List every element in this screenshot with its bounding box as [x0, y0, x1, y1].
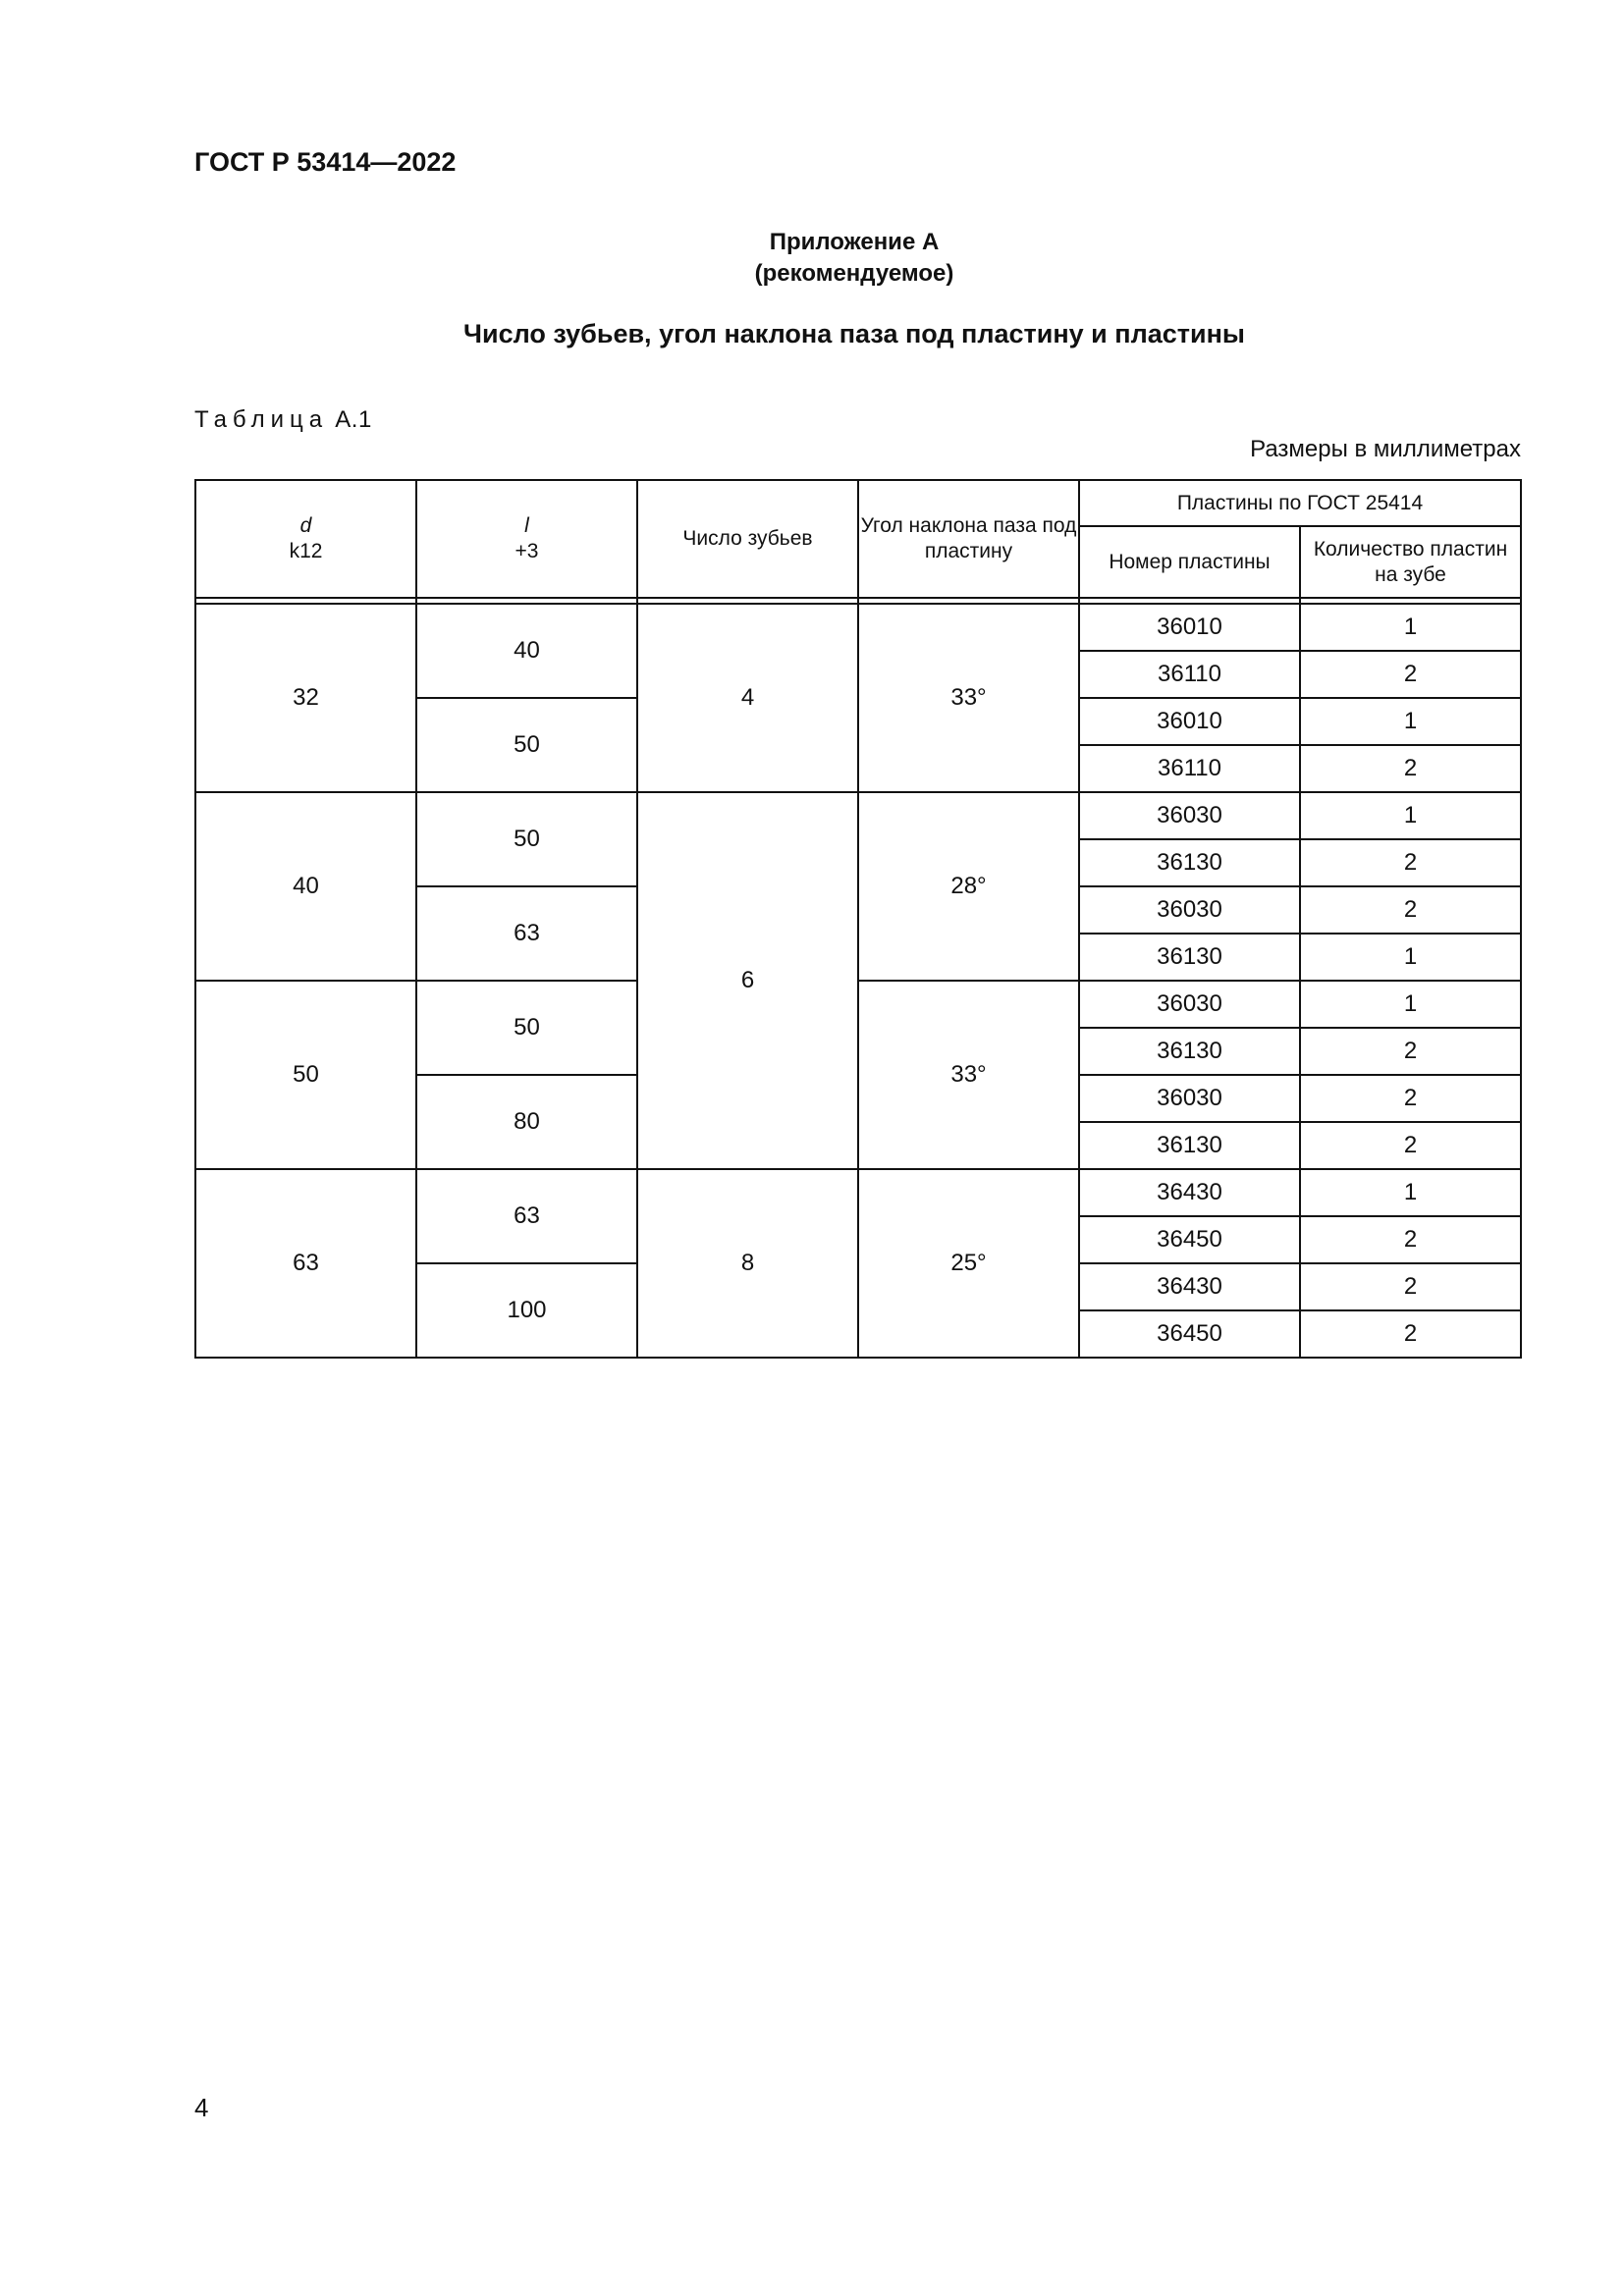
appendix-heading [0, 227, 1624, 290]
cell-l: 50 [416, 792, 637, 886]
cell-plates-per-tooth: 1 [1300, 981, 1521, 1028]
table-row [195, 792, 1521, 839]
table-row [195, 604, 1521, 651]
cell-plates-per-tooth: 1 [1300, 698, 1521, 745]
cell-plate-number: 36110 [1079, 745, 1300, 792]
header-plates-group: Пластины по ГОСТ 25414 [1079, 480, 1521, 526]
cell-plate-number: 36130 [1079, 934, 1300, 981]
cell-plates-per-tooth: 2 [1300, 1263, 1521, 1310]
units-note: Размеры в миллиметрах [1250, 436, 1521, 462]
cell-d: 50 [195, 981, 416, 1169]
document-code: ГОСТ Р 53414—2022 [194, 147, 457, 177]
table-label-number: А.1 [335, 406, 372, 433]
cell-angle: 33° [858, 604, 1079, 792]
cell-angle: 33° [858, 981, 1079, 1169]
cell-plates-per-tooth: 2 [1300, 1216, 1521, 1263]
cell-plates-per-tooth: 2 [1300, 1028, 1521, 1075]
cell-teeth: 8 [637, 1169, 858, 1358]
appendix-status: (рекомендуемое) [754, 260, 954, 287]
appendix-title: Приложение А [769, 229, 940, 255]
cell-plate-number: 36030 [1079, 886, 1300, 934]
header-d-symbol: d [299, 514, 312, 537]
cell-l: 100 [416, 1263, 637, 1358]
cell-l: 80 [416, 1075, 637, 1169]
cell-angle: 28° [858, 792, 1079, 981]
cell-plate-number: 36030 [1079, 792, 1300, 839]
cell-plates-per-tooth: 1 [1300, 1169, 1521, 1216]
cell-l: 63 [416, 886, 637, 981]
table-label [194, 406, 372, 434]
cell-plate-number: 36010 [1079, 604, 1300, 651]
cell-teeth: 4 [637, 604, 858, 792]
cell-plate-number: 36450 [1079, 1216, 1300, 1263]
cell-plate-number: 36130 [1079, 839, 1300, 886]
cell-plate-number: 36430 [1079, 1169, 1300, 1216]
cell-plate-number: 36010 [1079, 698, 1300, 745]
cell-teeth: 6 [637, 792, 858, 1169]
cell-plate-number: 36430 [1079, 1263, 1300, 1310]
cell-plates-per-tooth: 2 [1300, 1122, 1521, 1169]
cell-l: 40 [416, 604, 637, 698]
cell-plate-number: 36130 [1079, 1122, 1300, 1169]
cell-plates-per-tooth: 2 [1300, 1310, 1521, 1358]
header-d [195, 480, 416, 598]
cell-plates-per-tooth: 1 [1300, 604, 1521, 651]
cell-plates-per-tooth: 2 [1300, 651, 1521, 698]
cell-d: 32 [195, 604, 416, 792]
cell-plate-number: 36450 [1079, 1310, 1300, 1358]
page-number: 4 [194, 2093, 209, 2122]
table-label-prefix: Таблица [194, 406, 329, 433]
cell-d: 40 [195, 792, 416, 981]
cell-l: 50 [416, 698, 637, 792]
table-row [195, 981, 1521, 1028]
cell-plates-per-tooth: 1 [1300, 792, 1521, 839]
header-plates-per-tooth: Количество пластин на зубе [1300, 526, 1521, 598]
cell-d: 63 [195, 1169, 416, 1358]
cell-l: 63 [416, 1169, 637, 1263]
cell-plates-per-tooth: 2 [1300, 1075, 1521, 1122]
header-plate-number: Номер пластины [1079, 526, 1300, 598]
header-angle: Угол наклона паза под пластину [858, 480, 1079, 598]
cell-plates-per-tooth: 2 [1300, 839, 1521, 886]
data-table [194, 479, 1522, 1359]
header-l-tolerance: +3 [514, 540, 539, 562]
cell-plate-number: 36130 [1079, 1028, 1300, 1075]
section-title: Число зубьев, угол наклона паза под пластину и пластины [463, 319, 1245, 348]
cell-plates-per-tooth: 2 [1300, 886, 1521, 934]
header-teeth: Число зубьев [637, 480, 858, 598]
header-d-tolerance: k12 [289, 540, 323, 562]
header-l-symbol: l [524, 514, 529, 537]
cell-plate-number: 36030 [1079, 1075, 1300, 1122]
cell-l: 50 [416, 981, 637, 1075]
cell-angle: 25° [858, 1169, 1079, 1358]
header-l [416, 480, 637, 598]
cell-plates-per-tooth: 1 [1300, 934, 1521, 981]
cell-plates-per-tooth: 2 [1300, 745, 1521, 792]
cell-plate-number: 36110 [1079, 651, 1300, 698]
table-row [195, 1169, 1521, 1216]
cell-plate-number: 36030 [1079, 981, 1300, 1028]
